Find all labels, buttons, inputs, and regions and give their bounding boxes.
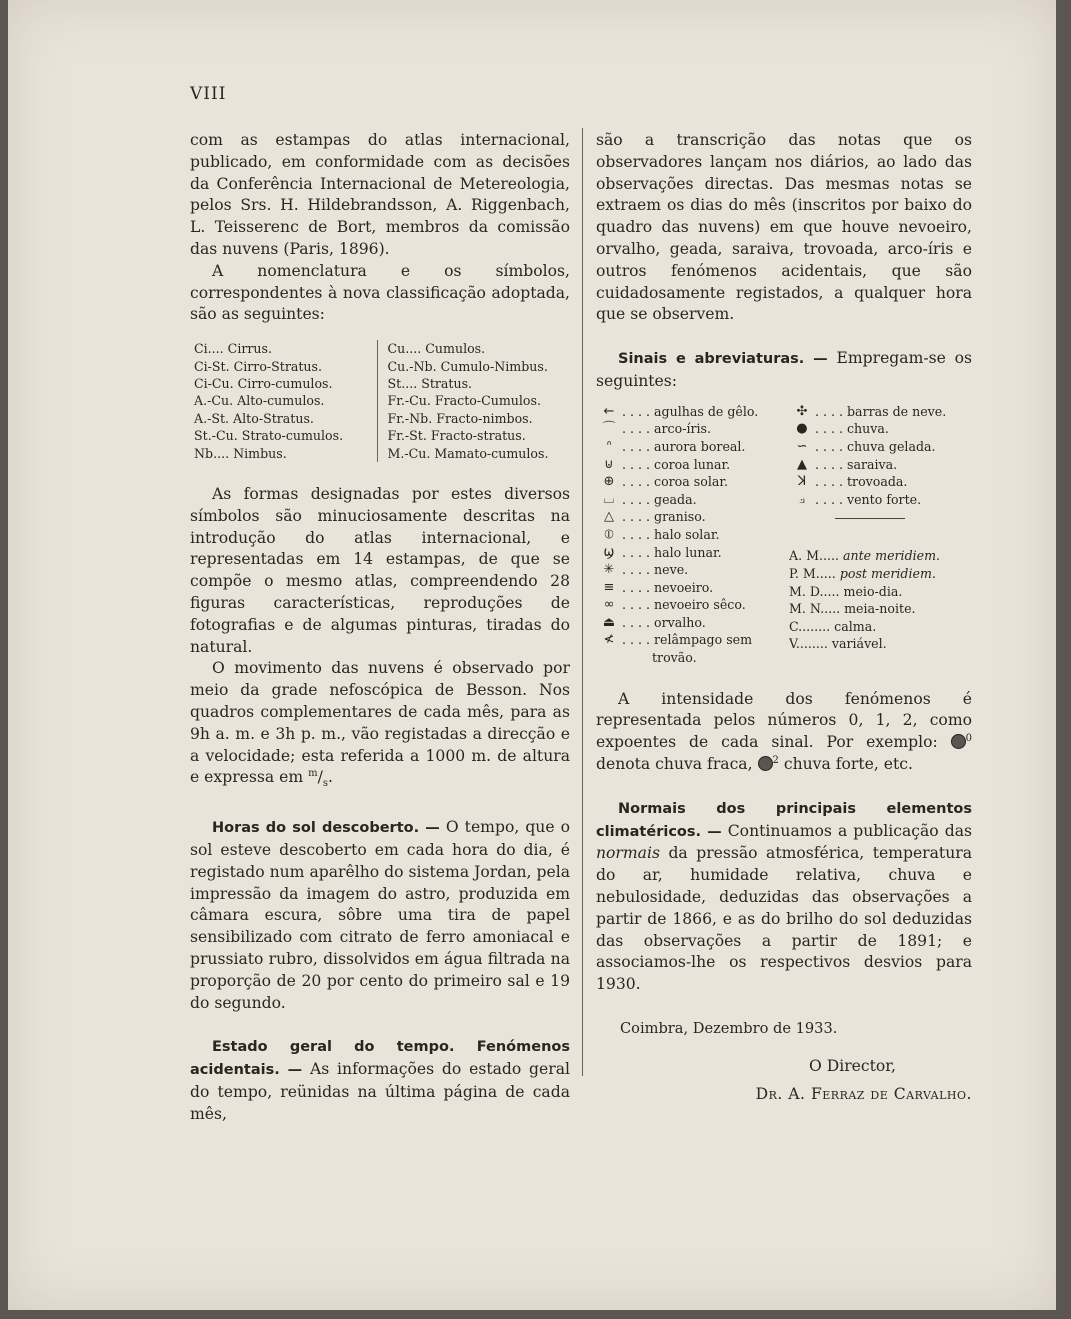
page xyxy=(8,0,1056,1310)
abbr-row: Ci.... Cirrus. xyxy=(194,341,272,357)
lightning-icon: ≮ xyxy=(603,632,615,648)
thunder-icon: ꓘ xyxy=(797,474,807,490)
lunar-corona-icon: ⊍ xyxy=(604,456,614,472)
abbr-row: M. N..... meia-noite. xyxy=(788,601,916,617)
abbr-row: Cu.... Cumulos. xyxy=(387,341,486,357)
abbr-col-right xyxy=(377,340,571,462)
signature-name: Dr. A. Ferraz de Carvalho. xyxy=(755,1084,972,1103)
paragraph: As formas designadas por estes diversos símbolos são minuciosamente descritas na introdução do atlas internacional, e representadas em 14 estampas, de que se compõe o mesmo atlas, compreendendo 28 figuras características, reproduções de fotografias e de algumas pinturas, tiradas do natural. xyxy=(190,485,570,656)
section-heading: Normais dos principais elementos climatéricos. — xyxy=(596,800,972,840)
symbols-table xyxy=(596,403,972,667)
paragraph-sinais: Sinais e abreviaturas. — Empregam-se os seguintes: xyxy=(596,349,972,390)
abbr-row: St.-Cu. Strato-cumulos. xyxy=(194,428,344,444)
symbol-row: ▲ . . . . saraiva. xyxy=(789,456,972,474)
symbol-row: ✣ . . . . barras de neve. xyxy=(789,403,972,421)
signature-title: O Director, xyxy=(809,1056,896,1075)
abbr-row: Ci-St. Cirro-Stratus. xyxy=(194,358,323,374)
paragraph-normais: Normais dos principais elementos climatéricos. — Continuamos a publicação das normais da pressão atmosférica, temperatura do ar, humidade relativa, chuva e nebulosidade, deduzidas das observações a partir de 1866, e as do brilho do sol deduzidas das observações a partir de 1891; e associamos-lhe os respectivos desvios para 1930. xyxy=(596,800,973,994)
rain-icon xyxy=(758,756,773,771)
lunar-halo-icon: ϣ xyxy=(603,544,615,560)
abbr-row: M. D..... meio-dia. xyxy=(788,583,903,599)
abbr-row: C........ calma. xyxy=(788,618,877,634)
rainbow-icon: ⌒ xyxy=(602,421,616,437)
symbol-row: ᐢ . . . . aurora boreal. xyxy=(596,438,783,456)
dew-icon: ⏏ xyxy=(602,614,616,630)
date-line: Coimbra, Dezembro de 1933. xyxy=(620,1020,838,1038)
left-column xyxy=(190,130,570,1126)
dry-haze-icon: ∞ xyxy=(603,597,615,613)
symbol-row: ⊕ . . . . coroa solar. xyxy=(596,473,783,491)
right-column xyxy=(596,130,972,1105)
separator xyxy=(835,518,905,519)
aurora-icon: ᐢ xyxy=(606,438,612,454)
abbr-row: M.-Cu. Mamato-cumulos. xyxy=(387,445,549,461)
rain-icon xyxy=(951,734,966,749)
symbol-row: ∞ . . . . nevoeiro sêco. xyxy=(596,596,783,614)
paragraph: O movimento das nuvens é observado por meio da grade nefoscópica de Besson. Nos quadros complementares de cada mês, para as 9h a. m. e 3h p. m., vão registadas a direcção e a velocidade; esta referida a 1000 m. de altura e expressa em $^m/_s$. xyxy=(190,659,570,790)
abbr-row: A. M..... ante meridiem. xyxy=(788,548,941,564)
symbol-row: ∽ . . . . chuva gelada. xyxy=(789,438,972,456)
symbol-row: ꓘ . . . . trovoada. xyxy=(789,473,972,491)
symbol-row: ⊍ . . . . coroa lunar. xyxy=(596,456,783,474)
symbol-row: ⏏ . . . . orvalho. xyxy=(596,614,783,632)
soft-hail-icon: △ xyxy=(604,509,614,525)
abbr-row: A.-Cu. Alto-cumulos. xyxy=(194,393,325,409)
fog-icon: ≡ xyxy=(603,579,615,595)
abbr-row: Ci-Cu. Cirro-cumulos. xyxy=(194,375,333,391)
paragraph: com as estampas do atlas internacional, publicado, em conformidade com as decisões da Conferência Internacional de Metereologia, pelos Srs. H. Hildebrandsson, A. Riggenbach, L. Teisserenc de Bort, membros da comissão das nuvens (Paris, 1896). xyxy=(190,131,570,258)
symbol-row: ⌒ . . . . arco-íris. xyxy=(596,420,783,438)
snow-icon: ✳ xyxy=(603,562,615,578)
freezing-rain-icon: ∽ xyxy=(796,438,808,454)
snow-bars-icon: ✣ xyxy=(796,403,808,419)
abbr-row: V........ variável. xyxy=(788,636,887,652)
abbr-row: Fr.-Nb. Fracto-nimbos. xyxy=(387,410,533,426)
section-heading: Sinais e abreviaturas. — xyxy=(618,351,837,368)
abbr-row: St.... Stratus. xyxy=(387,375,473,391)
solar-corona-icon: ⊕ xyxy=(603,474,615,490)
paragraph: são a transcrição das notas que os observadores lançam nos diários, ao lado das observações directas. Das mesmas notas se extraem os dias do mês (inscritos por baixo do quadro das nuvens) em que houve nevoeiro, orvalho, geada, saraiva, trovoada, arco-íris e outros fenómenos acidentais, que são cuidadosamente registados, a qualquer hora que se observem. xyxy=(596,131,972,324)
abbr-row: Fr.-Cu. Fracto-Cumulos. xyxy=(387,393,541,409)
symbol-row: △ . . . . graniso. xyxy=(596,508,783,526)
symbol-row: ≡ . . . . nevoeiro. xyxy=(596,579,783,597)
frost-icon: ⌴ xyxy=(603,491,615,507)
section-heading: Estado geral do tempo. Fenómenos acidentais. — xyxy=(190,1039,570,1079)
abbr-row: Cu.-Nb. Cumulo-Nimbus. xyxy=(387,358,548,374)
paragraph: A nomenclatura e os símbolos, correspondentes à nova classificação adoptada, são as seguintes: xyxy=(190,261,570,324)
paragraph-intensity: A intensidade dos fenómenos é representada pelos números 0, 1, 2, como expoentes de cada sinal. Por exemplo: $^0$ denota chuva fraca, $^2$ chuva forte, etc. xyxy=(596,689,972,774)
abbr-row: Fr.-St. Fracto-stratus. xyxy=(387,428,526,444)
rain-icon: ● xyxy=(796,421,808,437)
abbr-col-left xyxy=(190,340,377,462)
symbol-row: ⟓ . . . . vento forte. xyxy=(789,491,972,509)
symbol-row: ✳ . . . . neve. xyxy=(596,561,783,579)
symbol-row: ϣ . . . . halo lunar. xyxy=(596,544,783,562)
ice-needles-icon: ← xyxy=(603,403,615,419)
symbol-row: ≮ . . . . relâmpago sem xyxy=(596,631,783,649)
paragraph-horas: Horas do sol descoberto. — O tempo, que o sol esteve descoberto em cada hora do dia, é registado num aparêlho do sistema Jordan, pela impressão da imagem do astro, produzida em câmara escura, sôbre uma tira de papel sensibilizado com citrato de ferro amoniacal e prussiato rubro, dissolvidos em água filtrada na proporção de 20 por cento do primeiro sal e 19 do segundo. xyxy=(190,818,570,1012)
solar-halo-icon: ⦶ xyxy=(604,526,614,542)
paragraph-estado: Estado geral do tempo. Fenómenos acidentais. — As informações do estado geral do tempo, reünidas na última página de cada mês, xyxy=(190,1039,571,1123)
symbols-col-left xyxy=(596,403,783,667)
page-number: VIII xyxy=(190,84,227,104)
symbols-col-right xyxy=(783,403,972,667)
strong-wind-icon: ⟓ xyxy=(798,491,806,507)
section-heading: Horas do sol descoberto. — xyxy=(212,820,446,837)
symbol-row: ← . . . . agulhas de gêlo. xyxy=(596,403,783,421)
hail-icon: ▲ xyxy=(796,456,807,472)
symbol-row: ⌴ . . . . geada. xyxy=(596,491,783,509)
abbr-row: Nb.... Nimbus. xyxy=(194,445,287,461)
column-rule xyxy=(582,128,583,1076)
symbol-row: ⦶ . . . . halo solar. xyxy=(596,526,783,544)
abbr-row: P. M..... post meridiem. xyxy=(788,565,936,581)
abbr-row: A.-St. Alto-Stratus. xyxy=(194,410,314,426)
cloud-abbreviation-table xyxy=(190,340,570,462)
symbol-row: trovão. xyxy=(652,650,697,666)
symbol-row: ● . . . . chuva. xyxy=(789,420,972,438)
